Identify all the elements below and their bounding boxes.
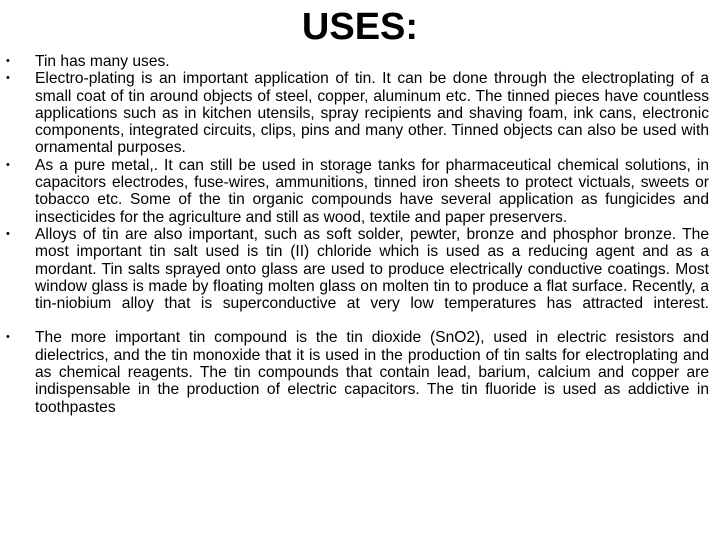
- bullet-icon: •: [6, 331, 10, 344]
- bullet-text: Alloys of tin are also important, such as soft solder, pewter, bronze and phosphor bronze. The most important tin salt used is tin (II) chloride which is used as a reducing agent and as a mordant. Tin salts sprayed onto glass are used to produce electrically conductive coatings. Most window glass is made by floating molten glass on molten tin to produce a flat surface. Recently, a tin-niobium alloy that is superconductive at very low temperatures has attracted interest.: [35, 225, 709, 313]
- bullet-item-electroplating: [6, 70, 709, 157]
- bullet-item-pure-metal: [6, 156, 709, 226]
- bullet-text: Tin has many uses.: [35, 53, 170, 70]
- bullet-icon: •: [6, 158, 10, 171]
- bullet-icon: •: [6, 55, 10, 67]
- bullet-text: Electro-plating is an important application of tin. It can be done through the electroplating of a small coat of tin around objects of steel, copper, aluminum etc. The tinned pieces have countless applications such as in kitchen utensils, spray recipients and shaving foam, ink cans, electronic components, integrated circuits, clips, pins and many other. Tinned objects can also be used with ornamental purposes.: [35, 70, 709, 157]
- bullet-list: [0, 53, 720, 416]
- bullet-item-tin-compounds: [6, 329, 709, 416]
- bullet-icon: •: [6, 72, 10, 85]
- bullet-item-uses-intro: [6, 53, 709, 70]
- bullet-item-alloys: [6, 225, 709, 313]
- slide-title: USES:: [301, 6, 419, 48]
- bullet-text: As a pure metal,. It can still be used in storage tanks for pharmaceutical chemical solutions, in capacitors electrodes, fuse-wires, ammunitions, tinned iron sheets to protect victuals, sweets or tobacco etc. Some of the tin organic compounds have several application as fungicides and insecticides for the agriculture and still as wood, textile and paper preservers.: [35, 156, 709, 226]
- bullet-text: The more important tin compound is the tin dioxide (SnO2), used in electric resistors and dielectrics, and the tin monoxide that it is used in the production of tin salts for electroplating and as chemical reagents. The tin compounds that contain lead, barium, calcium and copper are indispensable in the production of electric capacitors. The tin fluoride is used as addictive in toothpastes: [35, 329, 709, 416]
- bullet-icon: •: [6, 227, 10, 240]
